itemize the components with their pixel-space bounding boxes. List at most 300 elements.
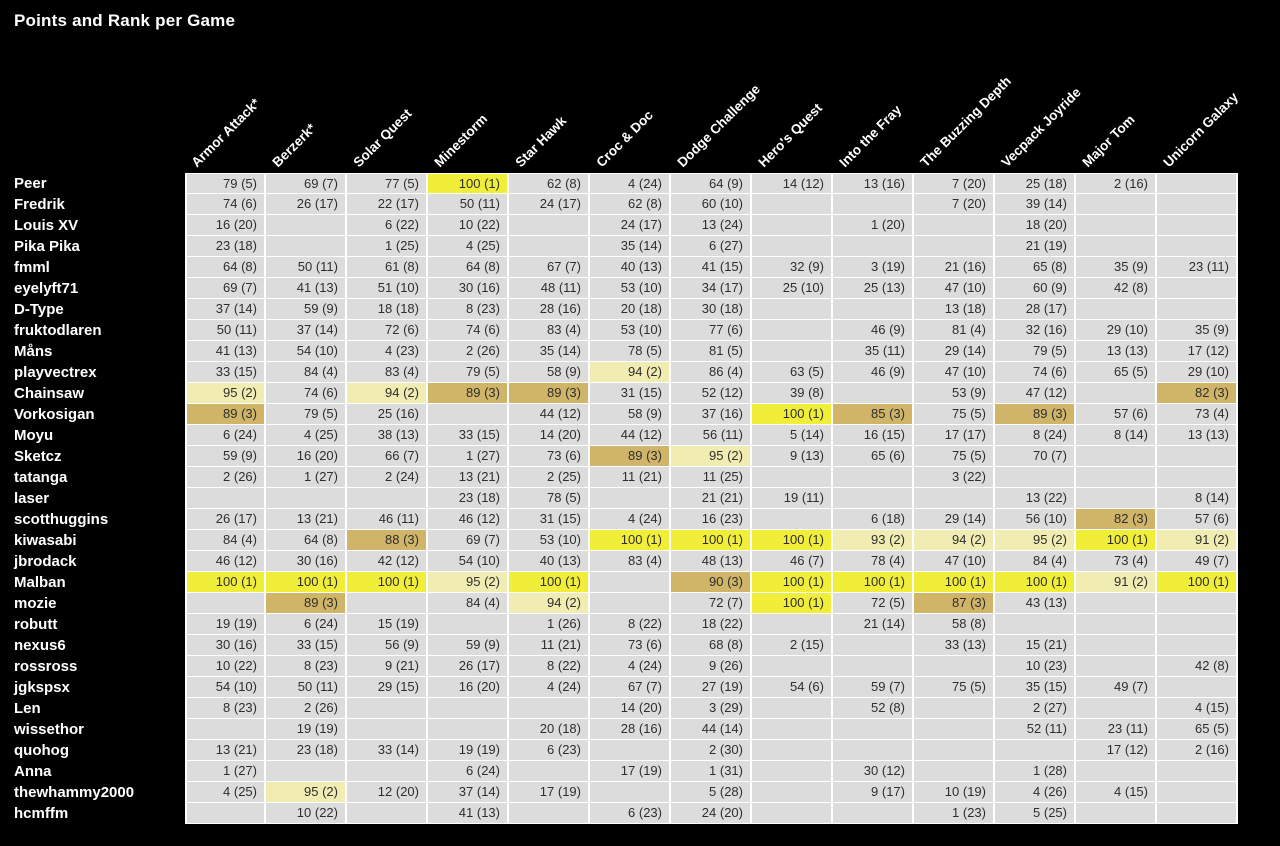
score-cell: 60 (10) [671, 194, 752, 215]
score-cell: 8 (23) [185, 698, 266, 719]
score-cell: 89 (3) [266, 593, 347, 614]
score-cell [752, 761, 833, 782]
score-cell [1157, 593, 1238, 614]
player-name: Chainsaw [14, 385, 85, 402]
score-cell: 95 (2) [428, 572, 509, 593]
score-cell: 59 (9) [185, 446, 266, 467]
table-row [0, 173, 1238, 194]
score-cell: 1 (31) [671, 761, 752, 782]
score-cell: 59 (9) [428, 635, 509, 656]
score-cell: 79 (5) [995, 341, 1076, 362]
score-cell: 50 (11) [266, 257, 347, 278]
score-cell [590, 572, 671, 593]
table-row [0, 803, 1238, 824]
score-cell: 13 (13) [1157, 425, 1238, 446]
score-cell: 73 (6) [590, 635, 671, 656]
score-cell [347, 761, 428, 782]
score-cell: 6 (24) [185, 425, 266, 446]
score-cell: 20 (18) [590, 299, 671, 320]
score-cell: 58 (9) [509, 362, 590, 383]
score-cell: 59 (7) [833, 677, 914, 698]
player-name: jbrodack [14, 553, 77, 570]
player-name: hcmffm [14, 805, 69, 822]
score-cell: 74 (6) [266, 383, 347, 404]
score-cell: 30 (18) [671, 299, 752, 320]
score-cell: 41 (13) [428, 803, 509, 824]
score-cell [509, 236, 590, 257]
score-cell: 94 (2) [914, 530, 995, 551]
score-cell: 84 (4) [185, 530, 266, 551]
score-cell [185, 593, 266, 614]
score-cell [833, 719, 914, 740]
score-cell [914, 236, 995, 257]
score-cell: 41 (13) [185, 341, 266, 362]
table-row [0, 593, 1238, 614]
table-row [0, 635, 1238, 656]
column-header-unicorn-galaxy: Unicorn Galaxy [1160, 89, 1242, 170]
score-cell: 100 (1) [671, 530, 752, 551]
score-cell: 16 (23) [671, 509, 752, 530]
score-cell: 2 (15) [752, 635, 833, 656]
table-row [0, 740, 1238, 761]
score-cell: 8 (23) [428, 299, 509, 320]
score-cell: 13 (16) [833, 173, 914, 194]
score-cell [833, 299, 914, 320]
score-cell: 54 (10) [428, 551, 509, 572]
score-cell: 1 (27) [428, 446, 509, 467]
score-cell: 41 (15) [671, 257, 752, 278]
score-cell [833, 236, 914, 257]
score-cell [752, 236, 833, 257]
player-name: scotthuggins [14, 511, 109, 528]
score-cell [752, 215, 833, 236]
score-cell: 42 (8) [1076, 278, 1157, 299]
score-cell: 95 (2) [266, 782, 347, 803]
score-cell: 2 (30) [671, 740, 752, 761]
score-cell: 75 (5) [914, 446, 995, 467]
score-cell: 26 (17) [428, 656, 509, 677]
score-cell [752, 509, 833, 530]
score-cell: 49 (7) [1157, 551, 1238, 572]
score-cell: 4 (24) [509, 677, 590, 698]
score-cell: 53 (10) [590, 320, 671, 341]
score-cell [1076, 467, 1157, 488]
player-name: Moyu [14, 427, 54, 444]
column-header-star-hawk: Star Hawk [512, 113, 570, 170]
score-cell [185, 488, 266, 509]
score-cell: 100 (1) [347, 572, 428, 593]
player-name: Pika Pika [14, 238, 80, 255]
score-cell: 48 (11) [509, 278, 590, 299]
score-cell [833, 383, 914, 404]
score-cell [185, 803, 266, 824]
score-cell: 25 (16) [347, 404, 428, 425]
score-cell: 6 (24) [266, 614, 347, 635]
score-cell [509, 698, 590, 719]
score-cell: 4 (24) [590, 173, 671, 194]
score-cell: 69 (7) [266, 173, 347, 194]
score-cell: 62 (8) [509, 173, 590, 194]
score-cell: 9 (21) [347, 656, 428, 677]
score-cell [1076, 236, 1157, 257]
score-cell [428, 698, 509, 719]
score-cell: 29 (14) [914, 341, 995, 362]
score-cell [752, 656, 833, 677]
score-cell [1076, 803, 1157, 824]
score-cell: 42 (12) [347, 551, 428, 572]
score-cell: 2 (26) [428, 341, 509, 362]
score-cell: 13 (22) [995, 488, 1076, 509]
score-cell: 100 (1) [752, 593, 833, 614]
column-header-berzerk: Berzerk* [269, 120, 319, 170]
score-cell: 18 (20) [995, 215, 1076, 236]
score-cell: 4 (25) [428, 236, 509, 257]
score-cell: 78 (5) [590, 341, 671, 362]
score-cell: 19 (19) [185, 614, 266, 635]
table-row [0, 761, 1238, 782]
score-cell: 73 (4) [1157, 404, 1238, 425]
score-cell [752, 740, 833, 761]
score-cell [752, 698, 833, 719]
score-cell [1157, 173, 1238, 194]
score-cell [752, 782, 833, 803]
score-cell: 95 (2) [185, 383, 266, 404]
score-cell: 28 (16) [590, 719, 671, 740]
score-cell: 39 (14) [995, 194, 1076, 215]
column-header-into-the-fray: Into the Fray [836, 102, 905, 170]
table-row [0, 719, 1238, 740]
player-name: Fredrik [14, 196, 65, 213]
score-cell [266, 215, 347, 236]
player-name: Vorkosigan [14, 406, 95, 423]
score-cell: 37 (14) [428, 782, 509, 803]
score-cell: 21 (19) [995, 236, 1076, 257]
score-cell: 66 (7) [347, 446, 428, 467]
score-cell: 60 (9) [995, 278, 1076, 299]
score-cell: 10 (22) [428, 215, 509, 236]
score-cell: 57 (6) [1157, 509, 1238, 530]
score-cell: 82 (3) [1157, 383, 1238, 404]
score-cell: 74 (6) [185, 194, 266, 215]
score-cell [833, 803, 914, 824]
player-name: D-Type [14, 301, 64, 318]
score-cell: 13 (24) [671, 215, 752, 236]
score-cell [752, 803, 833, 824]
score-cell: 5 (14) [752, 425, 833, 446]
score-cell: 25 (13) [833, 278, 914, 299]
score-cell: 79 (5) [266, 404, 347, 425]
score-cell: 33 (14) [347, 740, 428, 761]
score-cell: 9 (13) [752, 446, 833, 467]
score-cell: 15 (19) [347, 614, 428, 635]
score-cell: 69 (7) [185, 278, 266, 299]
score-cell [1157, 299, 1238, 320]
score-cell [995, 740, 1076, 761]
score-cell: 54 (10) [266, 341, 347, 362]
score-cell: 100 (1) [1076, 530, 1157, 551]
player-name: mozie [14, 595, 57, 612]
score-cell: 75 (5) [914, 404, 995, 425]
column-header-vecpack-joyride: Vecpack Joyride [998, 84, 1084, 170]
score-cell: 86 (4) [671, 362, 752, 383]
score-cell: 1 (26) [509, 614, 590, 635]
score-cell: 16 (15) [833, 425, 914, 446]
score-cell [995, 614, 1076, 635]
player-name: kiwasabi [14, 532, 77, 549]
player-name: rossross [14, 658, 78, 675]
player-name: fruktodlaren [14, 322, 102, 339]
player-name: Louis XV [14, 217, 79, 234]
score-cell: 21 (21) [671, 488, 752, 509]
table-row [0, 383, 1238, 404]
score-cell: 3 (19) [833, 257, 914, 278]
score-cell: 100 (1) [428, 173, 509, 194]
score-cell: 100 (1) [833, 572, 914, 593]
score-cell: 23 (18) [266, 740, 347, 761]
score-cell: 83 (4) [590, 551, 671, 572]
score-cell [1076, 488, 1157, 509]
score-cell: 46 (9) [833, 320, 914, 341]
table-row [0, 278, 1238, 299]
score-cell: 2 (25) [509, 467, 590, 488]
score-cell: 25 (18) [995, 173, 1076, 194]
score-cell [509, 215, 590, 236]
score-cell: 70 (7) [995, 446, 1076, 467]
score-cell [347, 803, 428, 824]
score-cell: 18 (22) [671, 614, 752, 635]
score-cell: 82 (3) [1076, 509, 1157, 530]
score-cell: 48 (13) [671, 551, 752, 572]
player-name: eyelyft71 [14, 280, 79, 297]
score-cell [1076, 656, 1157, 677]
score-cell [914, 488, 995, 509]
score-cell: 5 (28) [671, 782, 752, 803]
score-cell: 47 (12) [995, 383, 1076, 404]
score-cell [833, 488, 914, 509]
score-cell: 54 (10) [185, 677, 266, 698]
score-cell [1157, 278, 1238, 299]
table-row [0, 782, 1238, 803]
score-cell: 81 (5) [671, 341, 752, 362]
table-row [0, 236, 1238, 257]
score-cell: 100 (1) [509, 572, 590, 593]
score-cell: 100 (1) [185, 572, 266, 593]
score-cell: 61 (8) [347, 257, 428, 278]
score-cell: 87 (3) [914, 593, 995, 614]
player-name: quohog [14, 742, 69, 759]
score-cell: 32 (9) [752, 257, 833, 278]
score-cell: 35 (9) [1157, 320, 1238, 341]
score-cell: 13 (13) [1076, 341, 1157, 362]
score-cell: 26 (17) [185, 509, 266, 530]
score-cell [347, 593, 428, 614]
score-cell: 47 (10) [914, 362, 995, 383]
score-cell: 5 (25) [995, 803, 1076, 824]
score-cell: 17 (17) [914, 425, 995, 446]
score-cell: 46 (12) [185, 551, 266, 572]
score-cell: 90 (3) [671, 572, 752, 593]
score-cell [185, 719, 266, 740]
score-cell: 27 (19) [671, 677, 752, 698]
score-cell: 33 (15) [185, 362, 266, 383]
score-cell [752, 719, 833, 740]
score-cell: 28 (17) [995, 299, 1076, 320]
score-cell: 15 (21) [995, 635, 1076, 656]
column-headers [0, 0, 1280, 173]
score-cell [1076, 299, 1157, 320]
score-cell: 21 (14) [833, 614, 914, 635]
score-cell [1076, 593, 1157, 614]
score-cell: 67 (7) [590, 677, 671, 698]
score-cell: 100 (1) [266, 572, 347, 593]
score-cell: 30 (12) [833, 761, 914, 782]
score-cell: 89 (3) [428, 383, 509, 404]
score-cell: 94 (2) [590, 362, 671, 383]
score-cell: 4 (25) [185, 782, 266, 803]
score-cell: 6 (27) [671, 236, 752, 257]
score-cell: 7 (20) [914, 173, 995, 194]
score-cell: 35 (9) [1076, 257, 1157, 278]
score-cell [266, 236, 347, 257]
score-cell [1157, 614, 1238, 635]
score-cell: 4 (23) [347, 341, 428, 362]
score-cell: 37 (14) [185, 299, 266, 320]
score-cell: 56 (11) [671, 425, 752, 446]
score-cell: 37 (16) [671, 404, 752, 425]
score-cell: 47 (10) [914, 551, 995, 572]
score-cell: 93 (2) [833, 530, 914, 551]
table-row [0, 572, 1238, 593]
score-cell [752, 341, 833, 362]
score-cell: 23 (18) [428, 488, 509, 509]
score-cell: 84 (4) [995, 551, 1076, 572]
score-cell [833, 194, 914, 215]
score-cell [914, 698, 995, 719]
score-cell: 6 (18) [833, 509, 914, 530]
score-cell: 8 (14) [1076, 425, 1157, 446]
score-cell: 100 (1) [752, 572, 833, 593]
score-cell: 65 (8) [995, 257, 1076, 278]
score-cell: 100 (1) [752, 530, 833, 551]
score-cell [1076, 194, 1157, 215]
score-cell: 56 (10) [995, 509, 1076, 530]
player-name: Len [14, 700, 41, 717]
player-name: Måns [14, 343, 53, 360]
score-cell [1076, 698, 1157, 719]
score-cell: 77 (5) [347, 173, 428, 194]
score-cell: 85 (3) [833, 404, 914, 425]
score-cell: 19 (19) [266, 719, 347, 740]
score-cell [590, 593, 671, 614]
table-row [0, 467, 1238, 488]
score-cell [509, 761, 590, 782]
score-cell: 32 (16) [995, 320, 1076, 341]
score-cell: 49 (7) [1076, 677, 1157, 698]
score-cell: 25 (10) [752, 278, 833, 299]
score-cell: 1 (27) [266, 467, 347, 488]
score-cell: 67 (7) [509, 257, 590, 278]
score-cell: 100 (1) [914, 572, 995, 593]
player-name: Sketcz [14, 448, 62, 465]
score-cell: 89 (3) [509, 383, 590, 404]
score-cell [1157, 782, 1238, 803]
score-cell [1157, 446, 1238, 467]
score-cell: 16 (20) [428, 677, 509, 698]
score-cell: 79 (5) [185, 173, 266, 194]
score-cell [752, 320, 833, 341]
score-cell [266, 488, 347, 509]
score-cell: 100 (1) [752, 404, 833, 425]
score-cell: 30 (16) [266, 551, 347, 572]
score-cell: 47 (10) [914, 278, 995, 299]
table-row [0, 215, 1238, 236]
score-cell: 4 (24) [590, 656, 671, 677]
score-cell [1157, 194, 1238, 215]
table-row [0, 698, 1238, 719]
score-cell: 43 (13) [995, 593, 1076, 614]
player-name: Anna [14, 763, 52, 780]
table-row [0, 509, 1238, 530]
score-cell: 94 (2) [509, 593, 590, 614]
score-cell: 17 (12) [1076, 740, 1157, 761]
player-name: thewhammy2000 [14, 784, 135, 801]
score-cell: 63 (5) [752, 362, 833, 383]
score-cell [833, 656, 914, 677]
column-header-solar-quest: Solar Quest [350, 105, 415, 170]
score-cell: 24 (20) [671, 803, 752, 824]
score-cell: 3 (29) [671, 698, 752, 719]
score-cell: 83 (4) [347, 362, 428, 383]
score-cell: 65 (5) [1076, 362, 1157, 383]
table-row [0, 299, 1238, 320]
score-cell: 95 (2) [671, 446, 752, 467]
score-cell: 100 (1) [1157, 572, 1238, 593]
score-cell: 37 (14) [266, 320, 347, 341]
score-cell: 9 (26) [671, 656, 752, 677]
table-row [0, 362, 1238, 383]
score-cell: 13 (21) [185, 740, 266, 761]
score-cell [914, 740, 995, 761]
column-header-major-tom: Major Tom [1079, 111, 1138, 170]
table-row [0, 677, 1238, 698]
player-name: wissethor [14, 721, 85, 738]
score-cell: 1 (28) [995, 761, 1076, 782]
score-cell: 53 (10) [590, 278, 671, 299]
score-cell [590, 740, 671, 761]
score-cell [347, 719, 428, 740]
score-cell: 2 (26) [185, 467, 266, 488]
score-cell: 72 (5) [833, 593, 914, 614]
score-cell: 78 (4) [833, 551, 914, 572]
score-cell: 3 (22) [914, 467, 995, 488]
score-cell: 6 (24) [428, 761, 509, 782]
player-name: fmml [14, 259, 50, 276]
score-cell [752, 299, 833, 320]
score-cell: 52 (8) [833, 698, 914, 719]
score-cell: 10 (19) [914, 782, 995, 803]
score-cell: 8 (22) [509, 656, 590, 677]
score-cell: 2 (24) [347, 467, 428, 488]
score-cell: 9 (17) [833, 782, 914, 803]
score-cell: 54 (6) [752, 677, 833, 698]
score-cell: 28 (16) [509, 299, 590, 320]
player-name: nexus6 [14, 637, 66, 654]
score-cell: 39 (8) [752, 383, 833, 404]
score-cell: 89 (3) [590, 446, 671, 467]
score-cell: 83 (4) [509, 320, 590, 341]
score-cell [1076, 614, 1157, 635]
score-cell: 100 (1) [590, 530, 671, 551]
